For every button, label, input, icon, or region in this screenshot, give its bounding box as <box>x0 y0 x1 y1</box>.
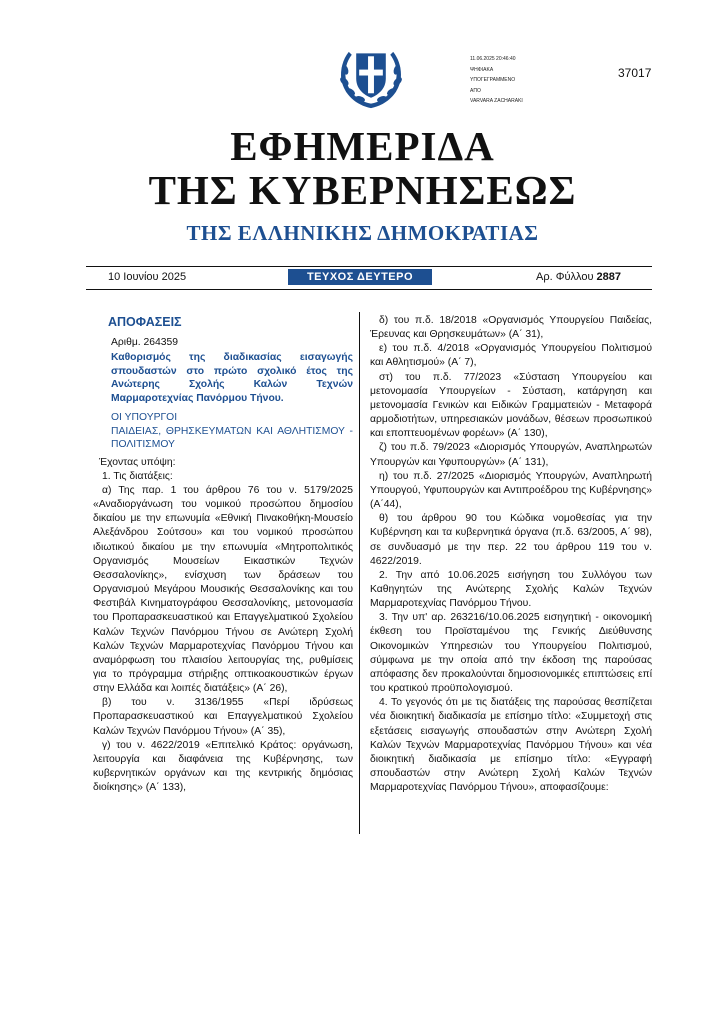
issue-series-badge: ΤΕΥΧΟΣ ΔΕΥΤΕΡΟ <box>288 269 432 285</box>
paragraph-c: γ) του ν. 4622/2019 «Επιτελικό Κράτος: οργάνωση, λειτουργία και διαφάνεια της Κυβέρνησης, των κυβερνητικών οργάνων και της κεντρικής δημόσιας διοίκησης» (Α΄ 133), <box>93 739 353 794</box>
sheet-value: 2887 <box>596 271 622 283</box>
decision-subject: Καθορισμός της διαδικασίας εισαγωγής σπουδαστών στο πρώτο σχολικό έτος της Ανώτερης Σχολής Καλών Τεχνών Μαρμαροτεχνίας Πανόρμου Τήνου. <box>111 352 353 404</box>
signature-line: ΨΗΦΙΑΚΑ <box>470 66 494 73</box>
sheet-label: Αρ. Φύλλου <box>536 271 594 283</box>
left-column <box>93 314 353 795</box>
masthead-title-line1: ΕΦΗΜΕΡΙΔΑ <box>230 123 495 169</box>
paragraph-a: α) Της παρ. 1 του άρθρου 76 του ν. 5179/2025 «Αναδιοργάνωση του νομικού προσώπου δημοσίου δικαίου με την επωνυμία «Εθνική Πινακοθήκη-Μουσείο Αλεξάνδρου Σούτσου» και του νομικού προσώπου ιδιωτικού δικαίου με την επωνυμία «Μητροπολιτικός Οργανισμός Μουσείων Εικαστικών Τεχνών Θεσσαλονίκης», ενίσχυση των δράσεων του Οργανισμού Μεγάρου Μουσικής Θεσσαλονίκης και του Φεστιβάλ Κινηματογράφου Θεσσαλονίκης, μετονομασία του Προπαρασκευαστικού και Επαγγελματικού Σχολείου Καλών Τεχνών Πανόρμου Τήνου σε Ανώτερη Σχολή Καλών Τεχνών Μαρμαροτεχνίας Πανόρμου Τήνου και αναμόρφωση του πλαισίου λειτουργίας της, ρυθμίσεις για το πρόγραμμα στήριξης οπτικοακουστικών έργων στην Ελλάδα και λοιπές διατάξεις» (Α΄ 26), <box>93 484 353 695</box>
paragraph-2: 2. Την από 10.06.2025 εισήγηση του Συλλόγου των Καθηγητών της Ανώτερης Σχολής Καλών Τεχνών Μαρμαροτεχνίας Πανόρμου Τήνου. <box>370 569 652 610</box>
provisions-intro: 1. Τις διατάξεις: <box>102 470 173 482</box>
paragraph-th: θ) του άρθρου 90 του Κώδικα νομοθεσίας για την Κυβέρνηση και τα κυβερνητικά όργανα (π.δ. 63/2005, Α΄ 98), σε συνδυασμό με την περ. 22 του άρθρου 119 του ν. 4622/2019. <box>370 513 652 567</box>
top-rule <box>86 266 652 267</box>
paragraph-h: η) του π.δ. 27/2025 «Διορισμός Υπουργών, Αναπληρωτή Υπουργού, Υφυπουργών και Αντιπροέδρου της Κυβέρνησης» (Α΄44), <box>370 470 652 511</box>
sheet-number-label <box>536 271 621 283</box>
masthead-title-line2: ΤΗΣ ΚΥΒΕΡΝΗΣΕΩΣ <box>148 167 577 213</box>
having-regard: Έχοντας υπόψη: <box>99 456 176 468</box>
signature-line: ΥΠΟΓΕΓΡΑΜΜΕΝΟ <box>470 77 516 83</box>
ministers-line: ΟΙ ΥΠΟΥΡΓΟΙ <box>111 412 178 424</box>
greek-coat-of-arms-emblem <box>334 40 408 114</box>
issue-date: 10 Ιουνίου 2025 <box>108 271 187 283</box>
paragraph-st: στ) του π.δ. 77/2023 «Σύσταση Υπουργείου και μετονομασία Υπουργείων - Σύσταση, κατάργηση και μετονομασία Γενικών και Ειδικών Γραμματειών - Μεταφορά αρμοδιοτήτων, υπηρεσιακών μονάδων, θέσεων προσωπικού και εποπτευομένων φορέων» (Α΄ 130), <box>370 371 652 440</box>
ministers-line: ΠΑΙΔΕΙΑΣ, ΘΡΗΣΚΕΥΜΑΤΩΝ ΚΑΙ ΑΘΛΗΤΙΣΜΟΥ - ΠΟΛΙΤΙΣΜΟΥ <box>111 425 353 451</box>
column-divider <box>359 312 360 834</box>
paragraph-b: β) του ν. 3136/1955 «Περί ιδρύσεως Προπαρασκευαστικού και Επαγγελματικού Σχολείου Καλών Τεχνών Πανόρμου Τήνου» (Α΄ 35), <box>93 697 353 737</box>
bottom-rule <box>86 289 652 290</box>
paragraph-4: 4. Το γεγονός ότι με τις διατάξεις της παρούσας θεσπίζεται νέα διοικητική διαδικασία με επίσημο τίτλο: «Συμμετοχή στις εξετάσεις εισαγωγής σπουδαστών στην Ανώτερη Σχολή Καλών Τεχνών Μαρμαροτεχνίας Πανόρμου Τήνου» και νέα διοικητική διαδικασία με επίσημο τίτλο: «Εγγραφή σπουδαστών στην Ανώτερη Σχολή Καλών Τεχνών Μαρμαροτεχνίας Πανόρμου Τήνου», αποφασίζουμε: <box>370 697 652 794</box>
signature-line: 11.06.2025 20:46:40 <box>470 56 516 62</box>
right-column <box>370 314 652 795</box>
paragraph-z: ζ) του π.δ. 79/2023 «Διορισμός Υπουργών, Αναπληρωτών Υπουργών και Υφυπουργών» (Α΄ 131), <box>370 442 652 468</box>
paragraph-e: ε) του π.δ. 4/2018 «Οργανισμός Υπουργείου Πολιτισμού και Αθλητισμού» (Α΄ 7), <box>370 343 652 369</box>
section-title: ΑΠΟΦΑΣΕΙΣ <box>108 315 182 329</box>
page-number: 37017 <box>618 66 652 80</box>
ministers-heading <box>111 411 353 452</box>
paragraph-d: δ) του π.δ. 18/2018 «Οργανισμός Υπουργείου Παιδείας, Έρευνας και Θρησκευμάτων» (Α΄ 31), <box>370 315 652 341</box>
signature-line: VARVARA ZACHARAKI <box>470 98 523 104</box>
paragraph-3: 3. Την υπ' αρ. 263216/10.06.2025 εισηγητική - οικονομική έκθεση του Προϊσταμένου της Γενικής Διεύθυνσης Οικονομικών Υπηρεσιών του Υπουργείου Πολιτισμού, σύμφωνα με την οποία από την έκδοση της παρούσας απόφασης δεν προκαλούνται δημοσιονομικές επιπτώσεις επί του κρατικού προϋπολογισμού. <box>370 612 652 695</box>
masthead-subtitle: ΤΗΣ ΕΛΛΗΝΙΚΗΣ ΔΗΜΟΚΡΑΤΙΑΣ <box>186 221 539 245</box>
signature-line: ΑΠΟ <box>470 87 481 94</box>
decision-number: Αριθμ. 264359 <box>111 337 179 348</box>
digital-signature-stamp <box>470 54 523 107</box>
